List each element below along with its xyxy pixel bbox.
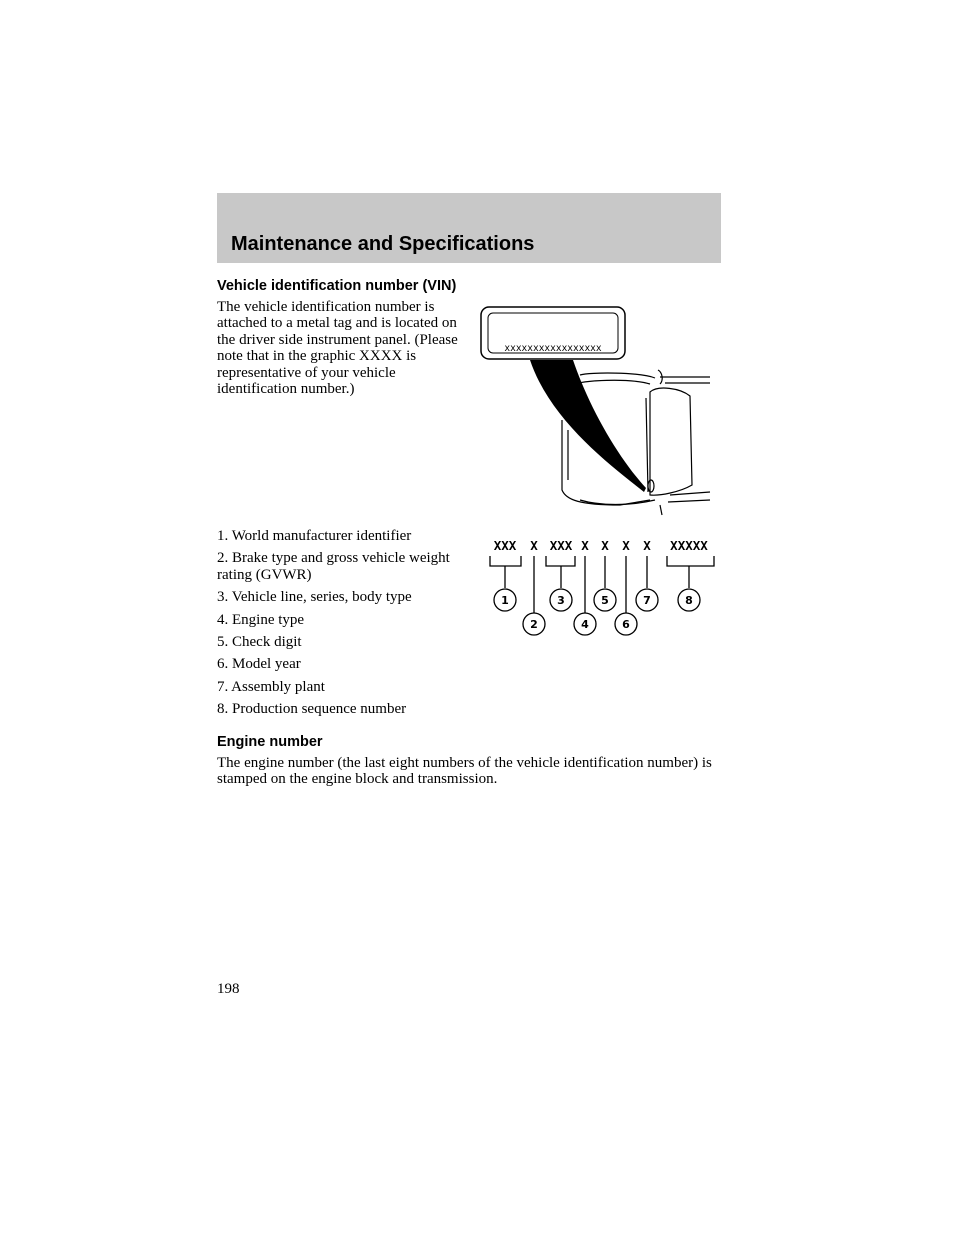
legend-item: 7. Assembly plant [217,678,325,695]
callout-number: 1 [501,594,509,607]
vin-plate-text: xxxxxxxxxxxxxxxxx [504,343,602,354]
vin-intro-paragraph: The vehicle identification number is attached to a metal tag and is located on the driver side instrument panel. (Please note that in the graphic XXXX is representative of your vehicle identification number.) [217,299,458,398]
legend-item: 6. Model year [217,656,301,673]
vin-segment: X [530,538,538,553]
legend-item: 5. Check digit [217,634,302,651]
page-title: Maintenance and Specifications [231,233,535,255]
vin-segment: X [643,538,651,553]
vin-segments [494,538,709,553]
engine-number-heading: Engine number [217,734,323,750]
vin-location-illustration [480,300,715,520]
pointer-beam [530,360,646,492]
vin-heading: Vehicle identification number (VIN) [217,278,457,294]
callout-number: 8 [685,594,693,607]
engine-number-paragraph: The engine number (the last eight numbers of the vehicle identification number) is stamped on the engine block and transmission. [217,755,712,788]
callout-number: 4 [581,618,589,631]
vin-segment: XXXXX [670,538,708,553]
callout-number: 7 [643,594,651,607]
callout-circles [494,589,700,635]
vin-segment: X [601,538,609,553]
vin-segment: X [622,538,630,553]
callout-number: 2 [530,618,538,631]
legend-item: 1. World manufacturer identifier [217,528,412,544]
legend-item: 2. Brake type and gross vehicle weight rating (GVWR) [217,550,450,583]
legend-item: 3. Vehicle line, series, body type [217,589,412,606]
vin-plate [481,307,625,359]
callout-number: 3 [557,594,565,607]
legend-item: 8. Production sequence number [217,701,407,718]
callout-number: 5 [601,594,609,607]
vin-decode-diagram [485,532,725,642]
vin-segment: XXX [493,538,517,553]
page-number: 198 [217,981,240,997]
vin-segment: XXX [549,538,573,553]
legend-item: 4. Engine type [217,611,305,628]
callout-number: 6 [622,618,630,631]
vin-legend-list [217,528,467,724]
vin-segment: X [581,538,589,553]
